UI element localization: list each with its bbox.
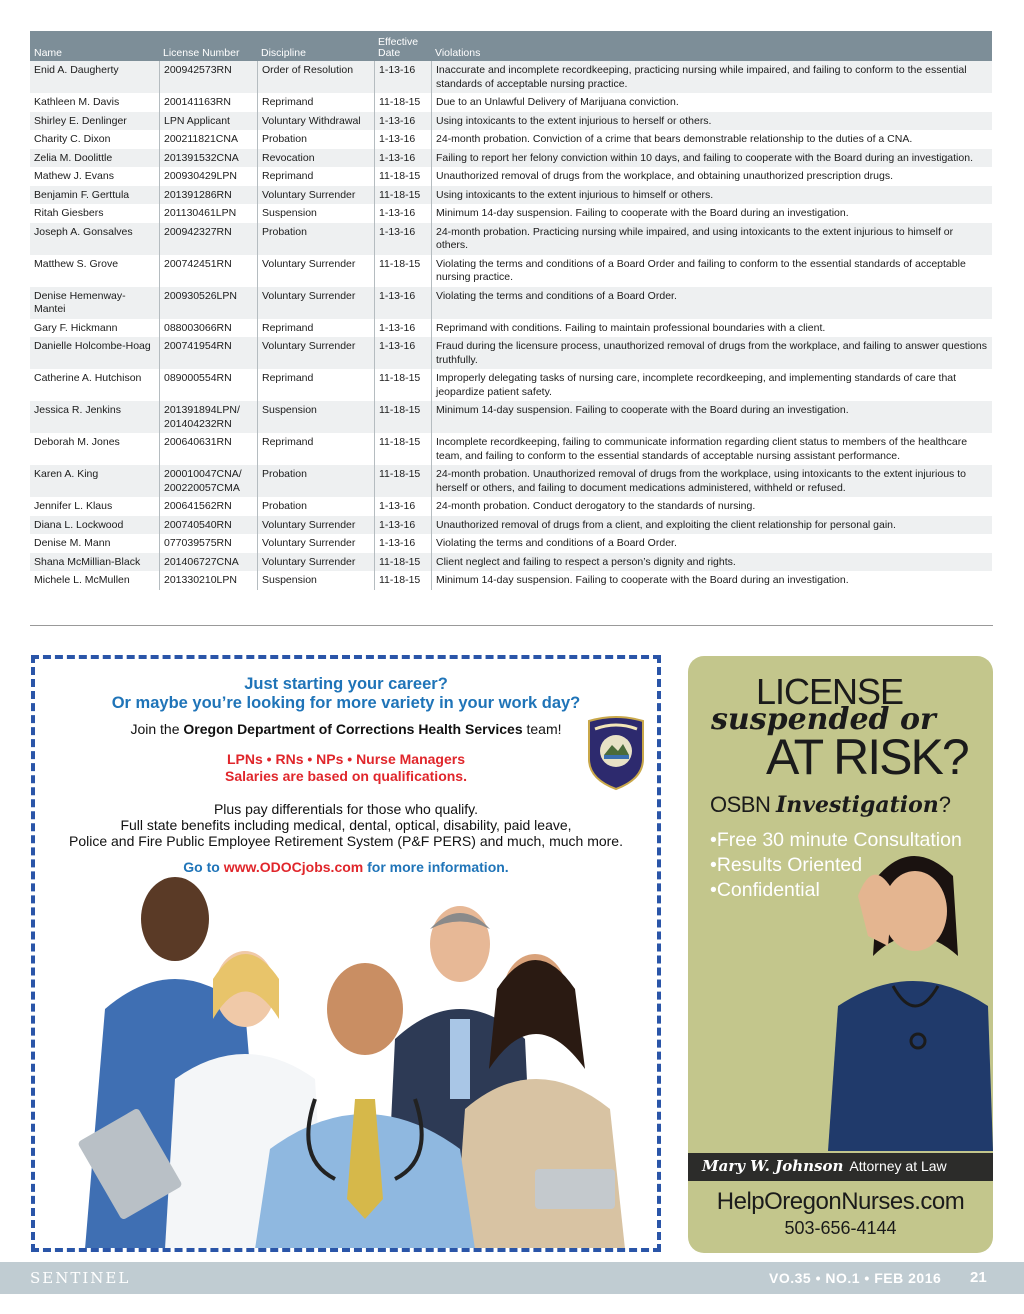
table-row	[30, 433, 992, 465]
table-row	[30, 369, 992, 401]
cell-violations: Minimum 14-day suspension. Failing to cooperate with the Board during an investigation.	[431, 571, 992, 590]
cell-name: Karen A. King	[34, 468, 99, 480]
at-risk-heading: AT RISK?	[766, 729, 968, 785]
cell-license: 201391286RN	[159, 186, 257, 205]
cell-date: 11-18-15	[374, 167, 431, 186]
attorney-ad	[688, 656, 993, 1253]
cell-violations: Minimum 14-day suspension. Failing to cooperate with the Board during an investigation.	[431, 401, 992, 433]
cell-date: 1-13-16	[374, 287, 431, 319]
cell-discipline: Voluntary Surrender	[257, 186, 374, 205]
healthcare-workers-photo	[65, 869, 635, 1249]
cell-violations: Unauthorized removal of drugs from the workplace, and obtaining unauthorized prescription drugs.	[431, 167, 992, 186]
table-row	[30, 149, 992, 168]
join-post: team!	[522, 721, 562, 737]
table-row	[30, 497, 992, 516]
cell-license: LPN Applicant	[159, 112, 257, 131]
cell-discipline: Voluntary Withdrawal	[257, 112, 374, 131]
cell-name: Ritah Giesbers	[34, 207, 104, 219]
table-row	[30, 553, 992, 572]
cell-date: 11-18-15	[374, 255, 431, 287]
cell-license: 201406727CNA	[159, 553, 257, 572]
cell-name: Kathleen M. Davis	[34, 96, 120, 108]
cell-license: 200942573RN	[159, 61, 257, 93]
cell-discipline: Suspension	[257, 204, 374, 223]
cell-violations: 24-month probation. Practicing nursing while impaired, and using intoxicants to the extent injurious to himself or others.	[431, 223, 992, 255]
cell-name: Enid A. Daugherty	[34, 64, 119, 76]
odoc-headline-1: Just starting your career?	[244, 675, 448, 693]
section-divider	[30, 625, 993, 626]
goto-pre: Go to	[183, 859, 224, 875]
cell-license: 088003066RN	[159, 319, 257, 338]
question-mark: ?	[938, 792, 951, 817]
odoc-salaries: Salaries are based on qualifications.	[225, 768, 467, 784]
table-row	[30, 465, 992, 497]
cell-discipline: Suspension	[257, 571, 374, 590]
cell-date: 1-13-16	[374, 61, 431, 93]
page-footer	[0, 1262, 1024, 1294]
cell-license: 077039575RN	[159, 534, 257, 553]
attorney-name: Mary W. Johnson	[702, 1157, 844, 1175]
cell-date: 11-18-15	[374, 369, 431, 401]
cell-discipline: Voluntary Surrender	[257, 337, 374, 369]
cell-license: 200930429LPN	[159, 167, 257, 186]
odoc-badge-logo	[585, 715, 647, 791]
header-discipline: Discipline	[261, 47, 306, 59]
cell-violations: Due to an Unlawful Delivery of Marijuana conviction.	[431, 93, 992, 112]
cell-license: 201130461LPN	[159, 204, 257, 223]
cell-date: 11-18-15	[374, 553, 431, 572]
cell-discipline: Probation	[257, 465, 374, 497]
cell-date: 1-13-16	[374, 223, 431, 255]
table-row	[30, 223, 992, 255]
table-row	[30, 130, 992, 149]
table-row	[30, 61, 992, 93]
table-row	[30, 167, 992, 186]
odoc-headline-2: Or maybe you’re looking for more variety in your work day?	[111, 694, 581, 712]
cell-license: 089000554RN	[159, 369, 257, 401]
investigation-label: Investigation	[775, 792, 939, 818]
cell-violations: 24-month probation. Conviction of a crime that bears demonstrable relationship to the duties of a CNA.	[431, 130, 992, 149]
cell-license: 200211821CNA	[159, 130, 257, 149]
cell-violations: Reprimand with conditions. Failing to maintain professional boundaries with a client.	[431, 319, 992, 338]
header-violations: Violations	[435, 47, 481, 59]
cell-violations: Improperly delegating tasks of nursing care, incomplete recordkeeping, and implementing standards of care that jeopardize patient safety.	[431, 369, 992, 401]
cell-violations: Using intoxicants to the extent injurious to herself or others.	[431, 112, 992, 131]
odoc-positions: LPNs • RNs • NPs • Nurse Managers	[227, 751, 465, 767]
cell-violations: Client neglect and failing to respect a person’s dignity and rights.	[431, 553, 992, 572]
cell-date: 1-13-16	[374, 516, 431, 535]
table-row	[30, 93, 992, 112]
header-date: Effective Date	[378, 36, 419, 59]
cell-discipline: Probation	[257, 223, 374, 255]
cell-name: Diana L. Lockwood	[34, 518, 124, 531]
cell-violations: Unauthorized removal of drugs from a client, and exploiting the client relationship for personal gain.	[431, 516, 992, 535]
cell-discipline: Revocation	[257, 149, 374, 168]
cell-date: 1-13-16	[374, 534, 431, 553]
cell-license: 200010047CNA/ 200220057CMA	[159, 465, 257, 497]
cell-date: 11-18-15	[374, 571, 431, 590]
cell-name: Shirley E. Denlinger	[34, 114, 127, 127]
cell-license: 200942327RN	[159, 223, 257, 255]
cell-discipline: Voluntary Surrender	[257, 287, 374, 319]
cell-violations: 24-month probation. Conduct derogatory to the standards of nursing.	[431, 497, 992, 516]
cell-name: Gary F. Hickmann	[34, 321, 118, 334]
cell-discipline: Voluntary Surrender	[257, 516, 374, 535]
odoc-join-line	[35, 721, 657, 738]
odoc-ad-text	[35, 675, 657, 875]
table-row	[30, 516, 992, 535]
cell-violations: Violating the terms and conditions of a Board Order and failing to conform to the essential standards of acceptable nursing practice.	[431, 255, 992, 287]
table-row	[30, 255, 992, 287]
cell-name: Joseph A. Gonsalves	[34, 225, 133, 238]
cell-license: 200742451RN	[159, 255, 257, 287]
cell-discipline: Probation	[257, 497, 374, 516]
attorney-website-link[interactable]: HelpOregonNurses.com	[716, 1188, 965, 1215]
cell-license: 201391532CNA	[159, 149, 257, 168]
cell-discipline: Reprimand	[257, 319, 374, 338]
table-row	[30, 571, 992, 590]
cell-violations: Inaccurate and incomplete recordkeeping, practicing nursing while impaired, and failing to conform to the essential standards of acceptable nursing practice.	[431, 61, 992, 93]
cell-discipline: Order of Resolution	[257, 61, 374, 93]
cell-violations: 24-month probation. Unauthorized removal of drugs from the workplace, using intoxicants to the extent injurious to herself or others, and failing to document medications administered, withheld or refused.	[431, 465, 992, 497]
cell-license: 200641562RN	[159, 497, 257, 516]
table-row	[30, 534, 992, 553]
osbn-investigation	[710, 792, 951, 818]
cell-violations: Incomplete recordkeeping, failing to communicate information regarding client status to members of the healthcare team, and failing to conform to the essential standards of acceptable nursing assistant performance.	[431, 433, 992, 465]
table-row	[30, 186, 992, 205]
cell-license: 200930526LPN	[159, 287, 257, 319]
cell-license: 201330210LPN	[159, 571, 257, 590]
osbn-label: OSBN	[710, 792, 776, 817]
table-row	[30, 204, 992, 223]
attorney-name-bar	[688, 1153, 993, 1181]
suspended-heading: suspended or	[711, 702, 936, 737]
cell-date: 11-18-15	[374, 93, 431, 112]
cell-date: 11-18-15	[374, 401, 431, 433]
cell-name: Catherine A. Hutchison	[34, 372, 142, 384]
cell-license: 201391894LPN/ 201404232RN	[159, 401, 257, 433]
cell-violations: Minimum 14-day suspension. Failing to cooperate with the Board during an investigation.	[431, 204, 992, 223]
cell-discipline: Suspension	[257, 401, 374, 433]
attorney-phone[interactable]: 503-656-4144	[784, 1218, 897, 1238]
cell-name: Danielle Holcombe-Hoag	[34, 340, 151, 352]
stressed-nurse-photo	[818, 836, 993, 1151]
cell-discipline: Reprimand	[257, 433, 374, 465]
cell-date: 1-13-16	[374, 497, 431, 516]
table-header	[30, 31, 992, 61]
cell-date: 1-13-16	[374, 130, 431, 149]
table-row	[30, 337, 992, 369]
cell-discipline: Probation	[257, 130, 374, 149]
cell-violations: Failing to report her felony conviction within 10 days, and failing to cooperate with the Board during an investigation.	[431, 149, 992, 168]
cell-discipline: Voluntary Surrender	[257, 255, 374, 287]
cell-date: 11-18-15	[374, 186, 431, 205]
cell-discipline: Voluntary Surrender	[257, 534, 374, 553]
table-row	[30, 112, 992, 131]
cell-discipline: Reprimand	[257, 369, 374, 401]
cell-name: Zelia M. Doolittle	[34, 151, 113, 164]
goto-post: for more information.	[363, 859, 509, 875]
cell-name: Benjamin F. Gerttula	[34, 188, 130, 201]
bullet-results: •Results Oriented	[710, 854, 863, 876]
cell-name: Michele L. McMullen	[34, 574, 130, 586]
cell-license: 200141163RN	[159, 93, 257, 112]
page-number: 21	[970, 1269, 987, 1286]
cell-date: 11-18-15	[374, 433, 431, 465]
cell-name: Jessica R. Jenkins	[34, 404, 121, 416]
cell-name: Matthew S. Grove	[34, 257, 119, 270]
cell-name: Deborah M. Jones	[34, 436, 120, 448]
cell-discipline: Reprimand	[257, 93, 374, 112]
cell-date: 1-13-16	[374, 337, 431, 369]
cell-date: 1-13-16	[374, 319, 431, 338]
header-license: License Number	[163, 47, 240, 59]
cell-name: Shana McMillian-Black	[34, 555, 141, 568]
cell-license: 200741954RN	[159, 337, 257, 369]
odoc-recruitment-ad	[31, 655, 661, 1252]
cell-date: 1-13-16	[374, 204, 431, 223]
cell-license: 200740540RN	[159, 516, 257, 535]
cell-name: Denise Hemenway-Mantei	[34, 289, 126, 315]
cell-date: 1-13-16	[374, 149, 431, 168]
header-name: Name	[34, 47, 63, 59]
cell-name: Mathew J. Evans	[34, 170, 114, 182]
odoc-benefits-2: Full state benefits including medical, dental, optical, disability, paid leave,	[120, 817, 572, 833]
join-pre: Join the	[130, 721, 184, 737]
table-row	[30, 401, 992, 433]
cell-name: Jennifer L. Klaus	[34, 500, 113, 512]
cell-violations: Using intoxicants to the extent injurious to himself or others.	[431, 186, 992, 205]
bullet-confidential: •Confidential	[710, 879, 820, 901]
discipline-table	[30, 31, 992, 590]
license-heading: LICENSE	[756, 671, 904, 712]
publication-name: SENTINEL	[30, 1269, 131, 1287]
table-body	[30, 61, 992, 590]
cell-discipline: Voluntary Surrender	[257, 553, 374, 572]
attorney-title: Attorney at Law	[849, 1158, 947, 1174]
cell-date: 11-18-15	[374, 465, 431, 497]
cell-violations: Violating the terms and conditions of a Board Order.	[431, 534, 992, 553]
cell-violations: Violating the terms and conditions of a Board Order.	[431, 287, 992, 319]
odoc-website-link[interactable]: www.ODOCjobs.com	[223, 859, 364, 875]
bullet-consultation: •Free 30 minute Consultation	[710, 829, 962, 851]
issue-info: VO.35 • NO.1 • FEB 2016	[769, 1270, 942, 1286]
cell-violations: Fraud during the licensure process, unauthorized removal of drugs from the workplace, and failing to answer questions truthfully.	[431, 337, 992, 369]
cell-name: Charity C. Dixon	[34, 133, 111, 145]
cell-name: Denise M. Mann	[34, 537, 111, 549]
cell-date: 1-13-16	[374, 112, 431, 131]
table-row	[30, 319, 992, 338]
table-row	[30, 287, 992, 319]
cell-license: 200640631RN	[159, 433, 257, 465]
odoc-benefits-3: Police and Fire Public Employee Retirement System (P&F PERS) and much, much more.	[69, 833, 623, 849]
odoc-benefits-1: Plus pay differentials for those who qualify.	[213, 801, 479, 817]
cell-discipline: Reprimand	[257, 167, 374, 186]
join-org: Oregon Department of Corrections Health Services	[183, 721, 523, 737]
